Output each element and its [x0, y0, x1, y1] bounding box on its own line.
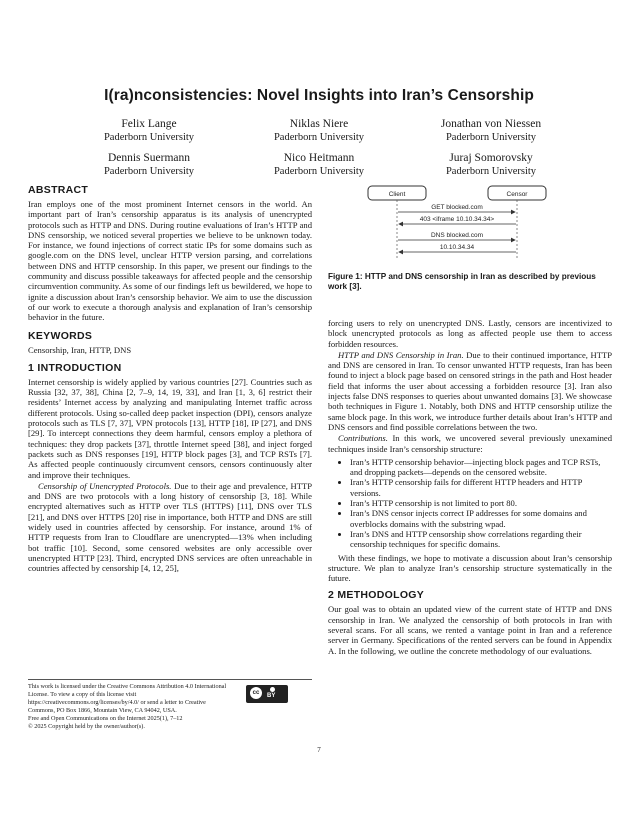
paragraph-text: Due to their continued importance, HTTP and DNS are censored in Iran. To censor unwanted HTTP requests, Iran has been found to inject a block page based on censored strings in the path and Host header field that informs the user about accessing a forbidden resource [3]. Iran also injects false DNS responses to queries about unwanted domains [3]. We showcase both techniques in Figure 1. Notably, both DNS and HTTP censorship utilize the same block page. In this work, we introduce further details about Iran’s HTTP and DNS censors and find possible correlations between the two.: [328, 349, 612, 432]
venue-text: Free and Open Communications on the Internet 2025(1), 7–12: [28, 715, 183, 722]
author-2: [224, 118, 414, 144]
cc-by-badge-icon: [246, 685, 288, 703]
left-column: [28, 184, 312, 574]
paragraph-text: Due to their age and prevalence, HTTP and DNS are two protocols with a long history of censorship [3, 18]. While encrypted alternatives such as HTTP over TLS (HTTPS) [11], DNS over TLS [21], and DNS over HTTPS [20] rise in importance, both HTTP and DNS are still widely used in countries affected by censorship. For instance, around 1% of HTTP requests from Iran to Cloudflare are unencrypted—13% when including bot traffic [10]. Second, some censored websites are only accessible over unencrypted HTTP [23]. Third, encrypted DNS services are often unreachable in countries affected by censorship [4, 12, 25],: [28, 480, 312, 574]
author-affiliation: Paderborn University: [273, 166, 365, 177]
introduction-heading: 1 INTRODUCTION: [28, 361, 122, 374]
paper-title: I(ra)nconsistencies: Novel Insights into Iran’s Censorship: [104, 87, 534, 104]
list-item: • Iran’s HTTP censorship is not limited to port 80.: [350, 498, 612, 508]
runin-heading: Contributions.: [338, 433, 388, 444]
intro-paragraph-4: [328, 433, 612, 454]
message-ip: 10.10.34.34: [439, 244, 475, 251]
author-3: [396, 118, 586, 144]
right-column: [328, 318, 612, 656]
keywords-text: Censorship, Iran, HTTP, DNS: [28, 344, 132, 355]
message-get: GET blocked.com: [431, 204, 483, 211]
abstract-text: Iran employs one of the most prominent Internet censors in the world. An important part of Iran’s censorship apparatus is its analysis of unencrypted protocols such as HTTP and DNS. During routine evaluations of Iran’s HTTP and DNS censorship, we noticed several properties we believe to be unknown today. For instance, we found injections of correct static IPs for some domains such as google.com on the DNS level, unclear HTTP version parsing, and correlations between DNS and HTTP censorship. In this paper, we present our findings to the community and discuss possible takeaways for affected people and the censorship circumvention community. As some of our findings left us bewildered, we hope to ignite a discussion about Iran’s censorship behavior. We aim to use the discussion of our work to execute a thorough analysis and explanation of Iran’s censorship behavior in the future.: [28, 199, 312, 323]
copyright-text: © 2025 Copyright held by the owner/author(s).: [28, 723, 145, 730]
methodology-paragraph-1: Our goal was to obtain an updated view of the current state of HTTP and DNS censorship in Iran. We analyzed the censorship of both protocols in Iran with several scans. For all scans, we rented a vantage point in Iran and a reference server in Germany. Specifications of the rented servers can be found in Appendix A. In the following, we outline the concrete methodology of our evaluations.: [328, 604, 612, 656]
runin-heading: Censorship of Unencrypted Protocols.: [38, 480, 172, 491]
author-name: Nico Heitmann: [283, 152, 355, 164]
censor-label: Censor: [506, 191, 528, 198]
list-item: • Iran’s HTTP censorship fails for different HTTP headers and HTTP versions.: [350, 477, 612, 498]
person-icon: [270, 687, 275, 692]
cc-icon: cc: [250, 687, 262, 699]
author-affiliation: Paderborn University: [103, 166, 195, 177]
license-footnote: [28, 679, 312, 731]
list-item: • Iran’s DNS and HTTP censorship show correlations regarding their censorship techniques for specific domains.: [350, 529, 612, 550]
author-affiliation: Paderborn University: [103, 132, 195, 143]
author-affiliation: Paderborn University: [273, 132, 365, 143]
author-5: [224, 152, 414, 178]
figure-caption: Figure 1: HTTP and DNS censorship in Iran as described by previous work [3].: [328, 272, 596, 291]
contributions-list: [328, 457, 612, 550]
author-4: [54, 152, 244, 178]
author-name: Dennis Suermann: [107, 152, 191, 164]
keywords-heading: KEYWORDS: [28, 329, 93, 342]
author-affiliation: Paderborn University: [445, 166, 537, 177]
author-6: [396, 152, 586, 178]
intro-paragraph-1: Internet censorship is widely applied by various countries [27]. Countries such as Russia [32, 37, 38], China [2, 7–9, 14, 19, 33], and Iran [1, 3, 6] restrict their residents’ Internet access by analyzing and manipulating Internet traffic across different protocols. Using so-called deep packet inspection (DPI), censors analyze protocols such as TLS [7, 37], VPN protocols [13], HTTP [18], IP [27], and DNS [29]. To intercept connections they deem harmful, censors employ a plethora of techniques: they drop packets [37], throttle Internet speed [38], and inject forged packets such as DNS responses [19], HTTP block pages [3], and TCP RSTs [7]. As affected people continuously circumvent censors, censors continuously alter and improve their techniques.: [28, 376, 312, 480]
author-1: [54, 118, 244, 144]
message-dns: DNS blocked.com: [430, 232, 484, 239]
list-item: • Iran’s HTTP censorship behavior—injecting block pages and TCP RSTs, and dropping packets—depends on the censored website.: [350, 457, 612, 478]
runin-heading: HTTP and DNS Censorship in Iran.: [338, 349, 464, 360]
intro-paragraph-5: With these findings, we hope to motivate a discussion about Iran’s censorship structure. We plan to analyze Iran’s censorship structure systematically in the future.: [328, 552, 612, 584]
intro-paragraph-2: [28, 481, 312, 574]
author-name: Niklas Niere: [289, 118, 349, 130]
client-label: Client: [388, 191, 406, 198]
intro-paragraph-2-continued: forcing users to rely on unencrypted DNS. Lastly, censors are incentivized to block unencrypted protocols as long as affected people use them to access forbidden resources.: [328, 318, 612, 349]
censorship-sequence-diagram: [328, 184, 612, 264]
license-text: This work is licensed under the Creative Commons Attribution 4.0 International License. To view a copy of this license visit https://creativecommons.org/licenses/by/4.0/ or send a letter to Creative Commons, PO Box 1866, Mountain View, CA 94042, USA.: [28, 683, 227, 714]
author-affiliation: Paderborn University: [445, 132, 537, 143]
author-name: Jonathan von Niessen: [440, 118, 542, 130]
methodology-heading: 2 METHODOLOGY: [328, 589, 425, 602]
intro-paragraph-3: [328, 350, 612, 432]
list-item: • Iran’s DNS censor injects correct IP addresses for some domains and overblocks domains with the substring wpad.: [350, 508, 612, 529]
by-icon: BY: [267, 693, 276, 699]
figure-1: [328, 184, 612, 292]
page-number: 7: [317, 746, 321, 754]
message-403: 403 <iframe 10.10.34.34>: [419, 216, 495, 223]
author-name: Juraj Somorovsky: [449, 152, 533, 164]
paragraph-text: In this work, we uncovered several previously unexamined techniques inside Iran’s censorship structure:: [328, 433, 612, 454]
author-name: Felix Lange: [121, 118, 177, 130]
abstract-heading: ABSTRACT: [28, 184, 89, 196]
